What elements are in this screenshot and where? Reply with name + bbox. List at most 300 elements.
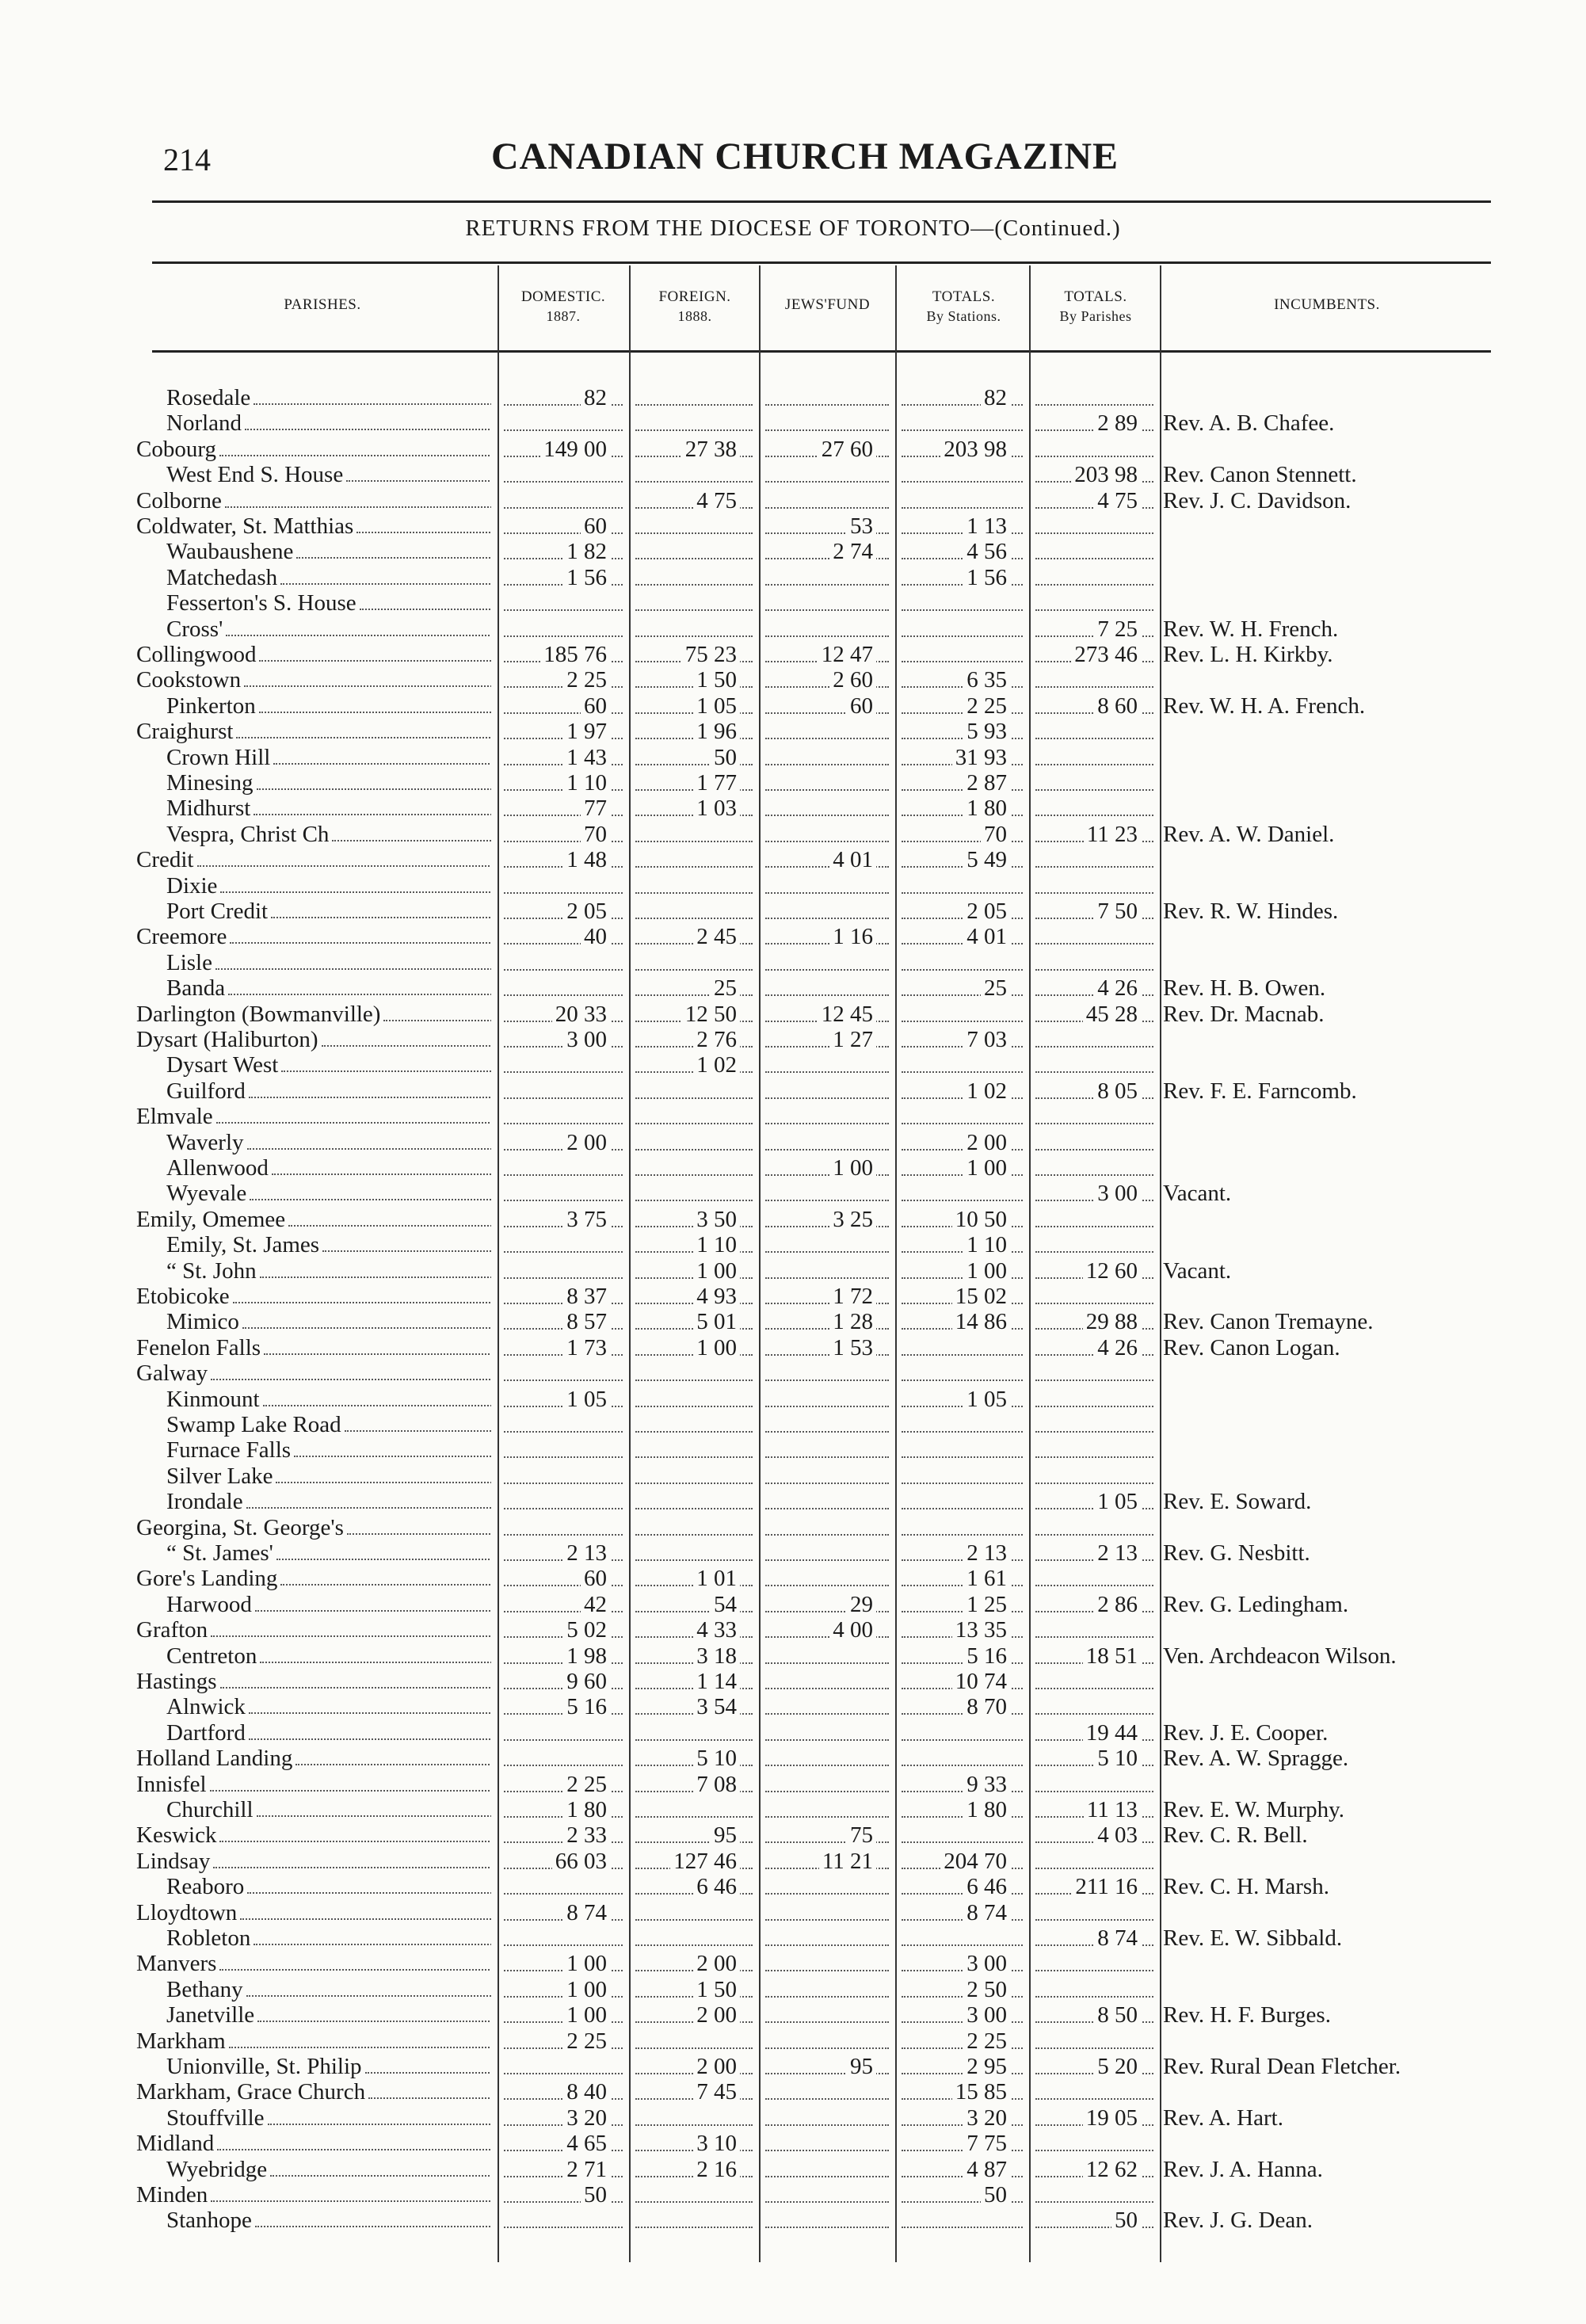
parish-name-text: Mimico [166,1309,239,1335]
parish-name [166,410,491,436]
table-row [0,667,1586,693]
dot-leader [345,1430,491,1432]
parish-name-text: Creemore [136,924,227,950]
dot-leader [765,385,889,406]
parish-name [136,924,491,949]
dot-leader [765,2182,889,2203]
dot-leader [229,2047,491,2048]
dot-leader [765,2105,889,2126]
foreign-cell: 1 01 [632,1566,740,1591]
dot-leader [765,950,889,971]
dot-leader [1035,1951,1153,1971]
parish-name-text: Fenelon Falls [136,1334,261,1360]
dot-leader [233,1302,491,1303]
parish-name [166,1463,491,1489]
dot-leader [1035,1412,1153,1433]
totals-stations-cell: 2 00 [898,1130,1010,1155]
dot-leader [217,2149,491,2150]
totals-stations-cell: 3 00 [898,2002,1010,2028]
table-row [0,924,1586,949]
foreign-cell: 7 08 [632,1772,740,1797]
totals-stations-cell: 25 [898,975,1010,1001]
dot-leader [635,1387,753,1407]
table-row [0,385,1586,410]
parish-name [166,2157,491,2182]
domestic-cell: 60 [501,1566,610,1591]
dot-leader [635,822,753,842]
dot-leader [902,1437,1023,1458]
dot-leader [504,410,623,431]
dot-leader [765,2002,889,2023]
parish-name [136,1284,491,1309]
table-row [0,1900,1586,1925]
domestic-cell: 8 40 [501,2079,610,2105]
foreign-cell: 4 75 [632,488,740,513]
foreign-cell: 1 05 [632,693,740,719]
domestic-cell: 8 74 [501,1900,610,1925]
incumbent: Rev. H. B. Owen. [1163,975,1326,1002]
dot-leader [249,1712,491,1714]
table-row [0,1822,1586,1848]
parish-name-text: Rosedale [166,385,251,410]
parish-name [166,693,491,719]
dot-leader [504,1155,623,1176]
totals-parishes-cell: 7 50 [1032,899,1141,924]
parish-name [136,2182,491,2208]
table-row [0,513,1586,539]
dot-leader [268,2124,491,2125]
parish-name [166,462,491,487]
parish-name-text: Norland [166,410,242,437]
dot-leader [635,1463,753,1484]
table-row [0,975,1586,1001]
dot-leader [635,1900,753,1921]
table-row [0,437,1586,462]
dot-leader [902,1822,1023,1843]
parish-name-text: Robleton [166,1925,251,1951]
totals-stations-cell: 5 49 [898,847,1010,872]
totals-stations-cell: 70 [898,822,1010,847]
dot-leader [635,1515,753,1536]
dot-leader [259,660,491,662]
parish-name-text: Manvers [136,1951,217,1977]
dot-leader [1035,2131,1153,2151]
totals-stations-cell: 2 95 [898,2054,1010,2079]
parish-name [166,1155,491,1181]
dot-leader [1035,1155,1153,1176]
totals-stations-cell: 8 74 [898,1900,1010,1925]
parish-name [166,1925,491,1951]
incumbent: Rev. A. W. Daniel. [1163,821,1335,847]
parish-name [166,539,491,564]
dot-leader [765,590,889,611]
parish-name [166,2002,491,2028]
totals-parishes-cell: 2 89 [1032,410,1141,436]
table-row [0,1463,1586,1489]
dot-leader [1035,1694,1153,1715]
dot-leader [635,616,753,637]
foreign-cell: 1 50 [632,667,740,693]
domestic-cell: 9 60 [501,1669,610,1694]
jews-fund-cell: 4 01 [762,847,876,872]
parish-name [166,1540,491,1566]
table-row [0,1797,1586,1822]
dot-leader [1035,513,1153,534]
dot-leader [635,513,753,534]
header-foreign: FOREIGN. 1888. [658,288,731,324]
parish-name-text: Stouffville [166,2105,265,2131]
dot-leader [765,1977,889,1998]
dot-leader [635,873,753,894]
table-row [0,1566,1586,1591]
header-parishes: PARISHES. [284,296,361,313]
dot-leader [504,950,623,971]
parish-name-text: Colborne [136,487,222,513]
jews-fund-cell: 60 [762,693,876,719]
table-row [0,616,1586,642]
totals-stations-cell: 1 10 [898,1232,1010,1257]
table-row [0,1309,1586,1334]
parish-name-text: Craighurst [136,719,234,745]
dot-leader [1035,437,1153,457]
table-row [0,1412,1586,1437]
table-row [0,770,1586,796]
dot-leader [246,1995,491,1997]
parish-name [166,2054,491,2079]
jews-fund-cell: 1 53 [762,1335,876,1360]
dot-leader [211,1635,491,1637]
totals-parishes-cell: 7 25 [1032,616,1141,642]
dot-leader [902,1489,1023,1509]
incumbent: Rev. C. R. Bell. [1163,1822,1308,1849]
dot-leader [294,1456,491,1457]
dot-leader [765,2208,889,2228]
totals-parishes-cell: 1 05 [1032,1489,1141,1514]
dot-leader [635,2182,753,2203]
domestic-cell: 60 [501,513,610,539]
foreign-cell: 7 45 [632,2079,740,2105]
incumbent: Rev. J. C. Davidson. [1163,487,1352,513]
totals-stations-cell: 5 93 [898,719,1010,744]
table-row [0,590,1586,616]
totals-stations-cell: 1 61 [898,1566,1010,1591]
totals-parishes-cell: 8 05 [1032,1078,1141,1104]
jews-fund-cell: 4 00 [762,1617,876,1643]
totals-parishes-cell: 11 23 [1032,822,1141,847]
foreign-cell: 2 16 [632,2157,740,2182]
domestic-cell: 3 75 [501,1207,610,1232]
parish-name [136,1746,491,1771]
domestic-cell: 1 05 [501,1387,610,1412]
dot-leader [504,1746,623,1766]
dot-leader [765,1925,889,1946]
dot-leader [280,1584,491,1586]
parish-name-text: Port Credit [166,899,269,924]
dot-leader [504,462,623,483]
table-row [0,1130,1586,1155]
parish-name [166,1874,491,1899]
parish-name [136,1669,491,1694]
domestic-cell: 5 02 [501,1617,610,1643]
dot-leader [1035,745,1153,765]
parish-name [166,1437,491,1463]
totals-stations-cell: 13 35 [898,1617,1010,1643]
dot-leader [765,2131,889,2151]
foreign-cell: 3 50 [632,1207,740,1232]
parish-name [136,1951,491,1976]
totals-stations-cell: 3 20 [898,2105,1010,2131]
parish-name-text: Swamp Lake Road [166,1412,341,1437]
jews-fund-cell: 3 25 [762,1207,876,1232]
dot-leader [356,532,491,533]
parish-name-text: Centreton [166,1643,257,1669]
parish-name-text: Holland Landing [136,1746,293,1772]
totals-stations-cell: 2 25 [898,693,1010,719]
foreign-cell: 1 96 [632,719,740,744]
parish-name [136,513,491,539]
foreign-cell: 3 54 [632,1694,740,1719]
table-row [0,873,1586,899]
table-row [0,2002,1586,2028]
parish-name-text: Janetville [166,2002,255,2028]
parish-name [166,590,491,616]
dot-leader [254,1944,491,1945]
dot-leader [255,2226,491,2227]
dot-leader [247,1148,491,1150]
table-row [0,1977,1586,2002]
parish-name [136,2131,491,2156]
foreign-cell: 4 93 [632,1284,740,1309]
domestic-cell: 2 13 [501,1540,610,1566]
jews-fund-cell: 1 00 [762,1155,876,1181]
dot-leader [902,1360,1023,1381]
totals-parishes-cell: 11 13 [1032,1797,1141,1822]
table-title: RETURNS FROM THE DIOCESE OF TORONTO—(Continued.) [465,216,1121,241]
dot-leader [635,1104,753,1124]
table-row [0,1874,1586,1899]
parish-name [166,770,491,796]
domestic-cell: 4 65 [501,2131,610,2156]
dot-leader [765,1437,889,1458]
dot-leader [1035,1669,1153,1689]
dot-leader [1035,1284,1153,1304]
table-row [0,642,1586,667]
dot-leader [1035,1463,1153,1484]
dot-leader [260,1662,491,1663]
dot-leader [210,1790,491,1792]
table-row [0,847,1586,872]
table-row [0,1155,1586,1181]
incumbent: Rev. Canon Logan. [1163,1334,1340,1360]
parish-name [136,1617,491,1643]
totals-parishes-cell: 45 28 [1032,1002,1141,1027]
parish-name-text: Hastings [136,1669,217,1694]
dot-leader [635,1130,753,1151]
foreign-cell: 2 00 [632,1951,740,1976]
dot-leader [1035,565,1153,586]
dot-leader [902,873,1023,894]
foreign-cell: 3 10 [632,2131,740,2156]
dot-leader [1035,847,1153,868]
parish-name-text: Wyebridge [166,2156,268,2182]
foreign-cell: 1 00 [632,1335,740,1360]
dot-leader [1035,924,1153,944]
dot-leader [271,917,491,918]
dot-leader [260,1276,491,1278]
parish-name-text: Allenwood [166,1155,269,1181]
parish-name-text: Fesserton's S. House [166,590,356,616]
dot-leader [504,1463,623,1484]
parish-name-text: Cross' [166,616,223,642]
jews-fund-cell: 12 45 [762,1002,876,1027]
dot-leader [765,770,889,791]
foreign-cell: 1 77 [632,770,740,796]
table-row [0,1617,1586,1643]
dot-leader [368,2097,491,2099]
dot-leader [635,847,753,868]
domestic-cell: 149 00 [501,437,610,462]
domestic-cell: 1 98 [501,1643,610,1669]
table-row [0,693,1586,719]
dot-leader [211,1379,491,1380]
table-row [0,1002,1586,1027]
totals-stations-cell: 5 16 [898,1643,1010,1669]
domestic-cell: 1 97 [501,719,610,744]
dot-leader [765,1900,889,1921]
dot-leader [1035,1977,1153,1998]
dot-leader [635,950,753,971]
dot-leader [504,1078,623,1099]
totals-parishes-cell: 8 60 [1032,693,1141,719]
dot-leader [276,1559,491,1560]
incumbent: Rev. Canon Stennett. [1163,462,1357,488]
parish-name-text: Banda [166,975,226,1002]
table-row [0,899,1586,924]
domestic-cell: 1 48 [501,847,610,872]
dot-leader [347,1533,491,1535]
foreign-cell: 25 [632,975,740,1001]
dot-leader [765,873,889,894]
parish-name-text: Emily, St. James [166,1232,320,1258]
totals-stations-cell: 9 33 [898,1772,1010,1797]
dot-leader [504,1181,623,1201]
dot-leader [635,1181,753,1201]
parish-name-text: Pinkerton [166,693,256,719]
dot-leader [902,642,1023,662]
dot-leader [504,1720,623,1741]
dot-leader [280,583,491,585]
table-row [0,1207,1586,1232]
parish-name [166,1797,491,1822]
parish-name [136,1002,491,1027]
table-row [0,1052,1586,1078]
parish-name [166,1181,491,1206]
domestic-cell: 1 43 [501,745,610,770]
dot-leader [635,1155,753,1176]
jews-fund-cell: 53 [762,513,876,539]
dot-leader [635,1412,753,1433]
totals-stations-cell: 6 46 [898,1874,1010,1899]
domestic-cell: 70 [501,822,610,847]
incumbent: Rev. R. W. Hindes. [1163,899,1339,924]
totals-stations-cell: 82 [898,385,1010,410]
parish-name-text: Credit [136,847,194,873]
totals-stations-cell: 4 01 [898,924,1010,949]
parish-name [136,1335,491,1360]
dot-leader [236,737,491,738]
dot-leader [902,616,1023,637]
totals-stations-cell: 50 [898,2182,1010,2208]
parish-name [166,950,491,975]
dot-leader [504,2054,623,2074]
table-row [0,1643,1586,1669]
dot-leader [504,1515,623,1536]
domestic-cell: 60 [501,693,610,719]
table-row [0,1540,1586,1566]
parish-name [136,1027,491,1052]
dot-leader [254,403,491,405]
parish-name [136,437,491,462]
dot-leader [255,1610,491,1612]
dot-leader [1035,2079,1153,2100]
table-row [0,1360,1586,1386]
totals-stations-cell: 15 85 [898,2079,1010,2105]
dot-leader [635,590,753,611]
dot-leader [213,1867,491,1868]
parish-name [166,565,491,590]
incumbent: Vacant. [1163,1181,1232,1207]
incumbent: Rev. J. A. Hanna. [1163,2156,1323,2182]
table-row [0,1592,1586,1617]
domestic-cell: 3 20 [501,2105,610,2131]
jews-fund-cell: 11 21 [762,1849,876,1874]
dot-leader [635,1720,753,1741]
dot-leader [332,840,491,841]
foreign-cell: 50 [632,745,740,770]
foreign-cell: 2 45 [632,924,740,949]
table-row [0,1335,1586,1360]
parish-name-text: Galway [136,1360,208,1387]
parish-name [136,2079,491,2105]
dot-leader [1035,385,1153,406]
totals-parishes-cell: 18 51 [1032,1643,1141,1669]
table-row [0,1258,1586,1284]
dot-leader [902,590,1023,611]
dot-leader [902,950,1023,971]
table-row [0,2105,1586,2131]
parish-name [136,1360,491,1386]
table-row [0,2028,1586,2054]
parish-name-text: Dysart (Haliburton) [136,1027,318,1052]
dot-leader [220,891,491,893]
dot-leader [765,1489,889,1509]
dot-leader [1035,1515,1153,1536]
jews-fund-cell: 27 60 [762,437,876,462]
dot-leader [247,1892,491,1894]
parish-name [166,1078,491,1104]
foreign-cell: 54 [632,1592,740,1617]
domestic-cell: 2 00 [501,1130,610,1155]
dot-leader [765,1720,889,1741]
foreign-cell: 127 46 [632,1849,740,1874]
dot-leader [765,462,889,483]
dot-leader [1035,1566,1153,1586]
table-row [0,1437,1586,1463]
totals-stations-cell: 10 74 [898,1669,1010,1694]
dot-leader [635,1489,753,1509]
parish-name-text: Kinmount [166,1386,260,1412]
parish-name-text: Cookstown [136,667,242,693]
